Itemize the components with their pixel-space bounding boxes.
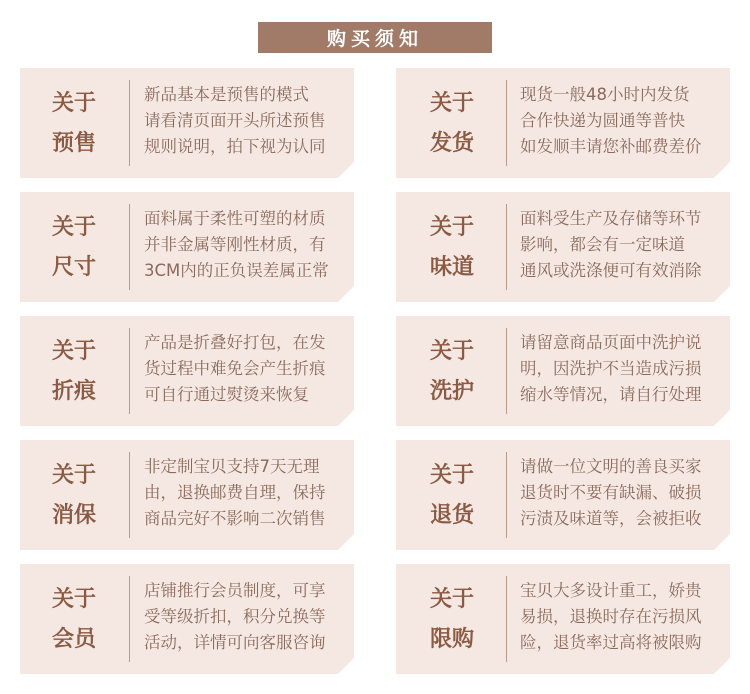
card-consumer-protection [20, 440, 354, 550]
card-tag-line2: 洗护 [429, 378, 474, 404]
card-tag-line2: 预售 [51, 130, 96, 156]
card-corner [338, 534, 354, 550]
card-smell [396, 192, 730, 302]
card-corner [338, 286, 354, 302]
card-text: 面料属于柔性可塑的材质 并非金属等刚性材质，有 3CM内的正负误差属正常 [144, 209, 329, 280]
card-tag-line2: 味道 [429, 254, 474, 280]
card-divider [506, 328, 507, 414]
card-shipping [396, 68, 730, 178]
card-tag-line1: 关于 [51, 90, 96, 116]
card-divider [506, 204, 507, 290]
card-corner [338, 162, 354, 178]
card-tag [412, 328, 492, 414]
card-tag [412, 204, 492, 290]
card-text: 面料受生产及存储等环节 影响，都会有一定味道 通风或洗涤便可有效消除 [520, 209, 702, 280]
card-size [20, 192, 354, 302]
card-tag [34, 80, 114, 166]
card-divider [129, 576, 130, 662]
card-tag-line2: 限购 [429, 626, 474, 652]
card-tag-line2: 折痕 [51, 378, 96, 404]
card-tag-line2: 发货 [429, 130, 474, 156]
card-tag-line1: 关于 [429, 586, 474, 612]
card-corner [338, 410, 354, 426]
card-divider [129, 204, 130, 290]
card-tag [412, 576, 492, 662]
card-text: 宝贝大多设计重工，娇贵 易损，退换时存在污损风 险，退货率过高将被限购 [520, 581, 702, 652]
card-corner [714, 534, 730, 550]
card-returns [396, 440, 730, 550]
card-tag [412, 452, 492, 538]
card-divider [129, 452, 130, 538]
card-tag-line1: 关于 [51, 462, 96, 488]
card-tag-line1: 关于 [429, 338, 474, 364]
card-tag-line1: 关于 [51, 586, 96, 612]
card-tag-line2: 会员 [51, 626, 96, 652]
card-divider [129, 328, 130, 414]
card-tag [34, 576, 114, 662]
card-corner [338, 658, 354, 674]
card-membership [20, 564, 354, 674]
card-tag-line1: 关于 [51, 338, 96, 364]
card-tag-line1: 关于 [429, 214, 474, 240]
card-text: 产品是折叠好打包，在发 货过程中难免会产生折痕 可自行通过熨烫来恢复 [144, 333, 326, 404]
card-tag-line1: 关于 [51, 214, 96, 240]
card-text: 非定制宝贝支持7天无理 由，退换邮费自理，保持 商品完好不影响二次销售 [144, 457, 326, 528]
card-corner [714, 410, 730, 426]
card-divider [506, 576, 507, 662]
card-text: 请做一位文明的善良买家 退货时不要有缺漏、破损 污渍及味道等，会被拒收 [520, 457, 702, 528]
card-presale [20, 68, 354, 178]
card-divider [129, 80, 130, 166]
card-text: 店铺推行会员制度，可享 受等级折扣，积分兑换等 活动，详情可向客服咨询 [144, 581, 326, 652]
card-tag-line1: 关于 [429, 90, 474, 116]
card-divider [506, 80, 507, 166]
card-tag [34, 328, 114, 414]
card-purchase-limit [396, 564, 730, 674]
card-creases [20, 316, 354, 426]
card-tag [34, 452, 114, 538]
card-divider [506, 452, 507, 538]
page-title: 购买须知 [258, 22, 492, 53]
card-tag-line1: 关于 [429, 462, 474, 488]
card-corner [714, 286, 730, 302]
card-corner [714, 162, 730, 178]
card-tag-line2: 退货 [429, 502, 474, 528]
card-tag-line2: 尺寸 [51, 254, 96, 280]
card-corner [714, 658, 730, 674]
card-tag [34, 204, 114, 290]
card-text: 新品基本是预售的模式 请看清页面开头所述预售 规则说明，拍下视为认同 [144, 85, 326, 156]
card-tag-line2: 消保 [51, 502, 96, 528]
card-text: 现货一般48小时内发货 合作快递为圆通等普快 如发顺丰请您补邮费差价 [520, 85, 702, 156]
card-tag [412, 80, 492, 166]
card-washing [396, 316, 730, 426]
card-text: 请留意商品页面中洗护说 明，因洗护不当造成污损 缩水等情况，请自行处理 [520, 333, 702, 404]
